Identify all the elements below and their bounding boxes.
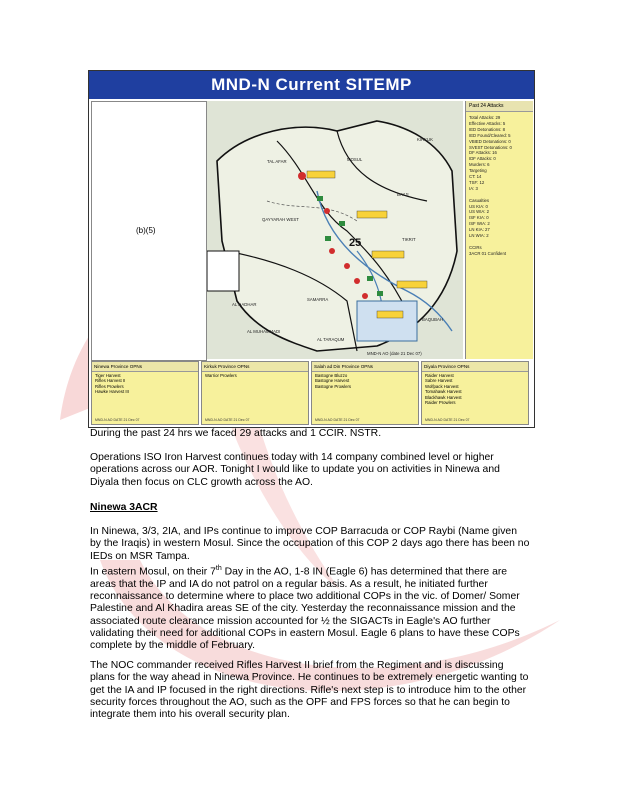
redacted-area	[91, 101, 207, 361]
province-op-item: Bastogne Harvest	[315, 378, 350, 384]
map-marker-label: 25	[349, 237, 362, 249]
province-panel	[201, 361, 309, 425]
attacks-panel	[465, 101, 533, 359]
attacks-line: SVEST Detonations: 0	[469, 144, 512, 150]
map-label: KIRKUK	[417, 137, 433, 142]
ao-map	[207, 101, 463, 359]
attacks-line: ISF KIA: 0	[469, 215, 489, 221]
sitemp-slide	[88, 70, 535, 428]
map-label: TAL AFAR	[267, 159, 287, 164]
province-panel-footer: MND-N AO DATE 21 Dec 07	[315, 418, 360, 422]
attacks-line: Effective Attacks: 5	[469, 120, 506, 126]
province-op-item: Wolfpack Harvest	[425, 383, 459, 389]
attacks-line: 3ACR 01 Confident	[469, 250, 507, 256]
province-panels	[91, 361, 532, 425]
attacks-line: IED Found/Cleared: 5	[469, 132, 511, 138]
body-paragraph: During the past 24 hrs we faced 29 attacks and 1 CCIR. NSTR.	[90, 428, 382, 439]
province-op-item: Rifles Prowlers	[95, 383, 124, 389]
map-label: SAMARRA	[307, 297, 329, 302]
attacks-line: ISF WIA: 2	[469, 221, 490, 227]
attacks-line: LN WIA: 2	[469, 233, 489, 239]
province-op-item: Raider Prowlers	[425, 400, 456, 406]
slide-title: MND-N Current SITEMP	[89, 71, 534, 99]
province-op-item: Warrior Prowlers	[205, 373, 237, 378]
body-text: Day in the AO, 1-8 IN (Eagle 6) has determined that there are areas that the IP and IA do not patrol on a regular basis. As a result, he initiated further reconnaissance to determine where to place two additional COPs in the vic. of Domer/ Somer Palestine and Al Khadira areas SE of the city. Yesterday the reconnaissance mission and the associated route clearance mission accounted for ½ the SIGACTs in Eagle's AO further validating their need for additional COPs in eastern Mosul. Eagle 6 plans to have these COPs complete by the middle of February.	[90, 566, 520, 652]
attacks-line: IDF Attacks: 0	[469, 156, 496, 162]
body-paragraph: Operations ISO Iron Harvest continues today with 14 company combined level or higher operations across our AOR. Tonight I would like to update you on activities in Ninewa and Diyala then focus on CLC growth across the AO.	[90, 452, 500, 488]
attacks-line: LN KIA: 27	[469, 227, 490, 233]
province-op-item: Tomahawk Harvest	[425, 389, 462, 395]
attacks-line: DF Attacks: 16	[469, 150, 497, 156]
province-op-item: Bastogne Prowlers	[315, 383, 352, 389]
attacks-line: IA: 3	[469, 185, 478, 191]
map-label: AL MUHAMMADI	[247, 329, 281, 334]
body-paragraph: The NOC commander received Rifles Harvest II brief from the Regiment and is discussing plans for the way ahead in Ninewa Province. He continues to be extremely energetic wanting to get the IA and IP focused in the right directions. Rifle's next step is to introduce him to the other security forces throughout the AO, such as the OPF and FPS forces so that he can begin to integrate them into his overall security plan.	[90, 660, 529, 721]
map-label: AL HADHAR	[232, 302, 257, 307]
map-label: QAYYARAH WEST	[262, 217, 299, 222]
province-op-item: Sabre Harvest	[425, 378, 453, 384]
attacks-line: TSF: 12	[469, 179, 485, 185]
province-op-item: Raider Harvest	[425, 373, 454, 378]
redaction-label: (b)(5)	[136, 226, 156, 235]
province-op-item: Tiger Harvest	[95, 373, 121, 378]
superscript: th	[215, 565, 222, 572]
map-label: BAYJI	[397, 192, 409, 197]
attacks-line: US WIA: 2	[469, 209, 490, 215]
body-paragraph: In Ninewa, 3/3, 2IA, and IPs continue to improve COP Barracuda or COP Raybi (Name given by the Iraqis) in western Mosul. Since the occupation of this COP 2 days ago there has been no IEDs on MSR Tampa.	[90, 526, 530, 562]
province-panel	[91, 361, 199, 425]
attacks-line: Casualties	[469, 197, 490, 203]
map-footer: MND-N AO (date 21 Dec 07)	[367, 351, 422, 356]
province-panel-header: Kirkuk Province OPNs	[202, 362, 308, 372]
map-label: MOSUL	[347, 157, 363, 162]
province-panel-footer: MND-N AO DATE 21 Dec 07	[95, 418, 140, 422]
section-heading: Ninewa 3ACR	[90, 502, 158, 513]
province-op-item: Blackhawk Harvest	[425, 394, 462, 400]
province-panel	[311, 361, 419, 425]
ao-map-graphic	[207, 101, 463, 359]
body-text: In eastern Mosul, on their 7	[90, 566, 216, 578]
attacks-line: US KIA: 0	[469, 203, 488, 209]
map-label: TIKRIT	[402, 237, 416, 242]
province-panel-lines	[92, 372, 198, 396]
attacks-line: IED Detonations: 8	[469, 126, 506, 132]
attacks-line: VBIED Detonations: 0	[469, 138, 511, 144]
province-panel-footer: MND-N AO DATE 21 Dec 07	[425, 418, 470, 422]
attacks-line: CCIRs	[469, 244, 482, 250]
province-op-item: Hawke Harvest III	[95, 389, 129, 395]
province-panel-header: Diyala Province OPNs	[422, 362, 528, 372]
attacks-line: Total Attacks: 29	[469, 115, 501, 120]
province-panel-lines	[202, 372, 308, 379]
attacks-line: CT: 14	[469, 174, 482, 180]
map-label: BAQUBAH	[422, 317, 444, 322]
body-paragraph	[90, 563, 530, 653]
attacks-line: Targeting	[469, 168, 487, 174]
province-panel-footer: MND-N AO DATE 21 Dec 07	[205, 418, 250, 422]
province-panel-header: Ninewa Province OPNs	[92, 362, 198, 372]
province-op-item: Bastogne Bluzzo	[315, 373, 348, 378]
province-panel-header: Salah ad Din Province OPNs	[312, 362, 418, 372]
province-panel-lines	[422, 372, 528, 406]
attacks-panel-lines	[466, 112, 533, 260]
map-label: AL TARAQUM	[317, 337, 345, 342]
province-panel	[421, 361, 529, 425]
province-panel-lines	[312, 372, 418, 390]
province-op-item: Rifles Harvest II	[95, 378, 126, 384]
attacks-panel-header: Past 24 Attacks	[466, 101, 533, 112]
attacks-line: Murders: 6	[469, 162, 490, 168]
